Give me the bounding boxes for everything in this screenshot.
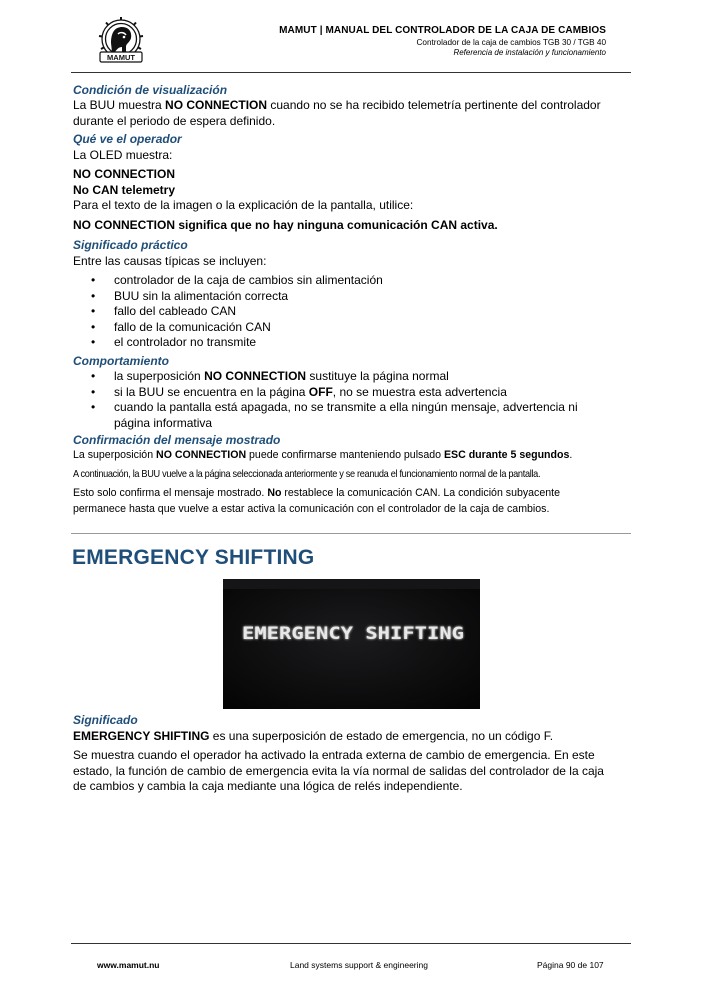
significance-heading: Significado: [73, 713, 138, 727]
confirmation-text-line3: Esto solo confirma el mensaje mostrado. No restablece la comunicación CAN. La condición subyacente: [73, 487, 560, 499]
list-item: • cuando la pantalla está apagada, no se transmite a ella ningún mensaje, advertencia ni página informativa: [88, 400, 578, 431]
logo-wordmark: MAMUT: [107, 53, 135, 62]
list-item: • fallo del cableado CAN: [88, 304, 383, 320]
section-divider: [71, 533, 631, 534]
typical-causes-list: [88, 273, 383, 351]
footer-rule: [71, 943, 631, 944]
emergency-description-line1: Se muestra cuando el operador ha activado la entrada externa de cambio de emergencia. En este: [73, 748, 595, 762]
oled-line-2: No CAN telemetry: [73, 182, 176, 197]
display-condition-text-line2: durante el periodo de espera definido.: [73, 113, 276, 128]
header-reference: Referencia de instalación y funcionamiento: [453, 48, 606, 57]
footer-tagline: Land systems support & engineering: [290, 960, 428, 970]
emergency-description-line2: estado, la función de cambio de emergencia evita la vía normal de salidas del controlador de la caja: [73, 763, 604, 778]
header-title: MAMUT | MANUAL DEL CONTROLADOR DE LA CAJA DE CAMBIOS: [279, 25, 606, 36]
display-condition-text-line1: La BUU muestra NO CONNECTION cuando no se ha recibido telemetría pertinente del controlador: [73, 98, 601, 112]
operator-view-heading: Qué ve el operador: [73, 132, 182, 146]
confirmation-text-line2: A continuación, la BUU vuelve a la página seleccionada anteriormente y se reanuda el funcionamiento normal de la pantalla.: [73, 469, 541, 480]
display-condition-heading: Condición de visualización: [73, 83, 228, 97]
oled-display-text: EMERGENCY SHIFTING: [242, 624, 464, 644]
image-text-note: Para el texto de la imagen o la explicación de la pantalla, utilice:: [73, 198, 414, 212]
significance-text: EMERGENCY SHIFTING es una superposición de estado de emergencia, no un código F.: [73, 729, 554, 743]
footer-website-link[interactable]: www.mamut.nu: [97, 960, 160, 970]
emergency-shifting-title: EMERGENCY SHIFTING: [72, 546, 315, 569]
confirmation-text-line4: permanece hasta que vuelve a estar activa la comunicación con el controlador de la caja de cambios.: [73, 502, 550, 515]
list-item: • fallo de la comunicación CAN: [88, 320, 383, 336]
confirmation-heading: Confirmación del mensaje mostrado: [73, 433, 281, 447]
mamut-logo: [93, 16, 149, 64]
operator-view-intro: La OLED muestra:: [73, 148, 173, 162]
header-rule: [71, 72, 631, 73]
typical-causes-intro: Entre las causas típicas se incluyen:: [73, 254, 267, 268]
list-item: • si la BUU se encuentra en la página OFF, no se muestra esta advertencia: [88, 385, 578, 401]
confirmation-text-line1: La superposición NO CONNECTION puede confirmarse manteniendo pulsado ESC durante 5 segundos.: [73, 449, 573, 461]
oled-display-photo: [223, 579, 480, 709]
page-number: Página 90 de 107: [537, 960, 604, 970]
list-item: • BUU sin la alimentación correcta: [88, 289, 383, 305]
list-item: • controlador de la caja de cambios sin alimentación: [88, 273, 383, 289]
emergency-description-line3: de cambios y cambia la caja mediante una lógica de relés independiente.: [73, 779, 463, 793]
behaviour-list: [88, 369, 578, 431]
oled-line-1: NO CONNECTION: [73, 167, 175, 181]
header-subtitle: Controlador de la caja de cambios TGB 30 / TGB 40: [416, 38, 606, 47]
practical-meaning-heading: Significado práctico: [73, 238, 188, 252]
list-item: • la superposición NO CONNECTION sustituye la página normal: [88, 369, 578, 385]
behaviour-heading: Comportamiento: [73, 354, 169, 368]
no-connection-meaning: NO CONNECTION significa que no hay ninguna comunicación CAN activa.: [73, 218, 498, 232]
list-item: • el controlador no transmite: [88, 335, 383, 351]
